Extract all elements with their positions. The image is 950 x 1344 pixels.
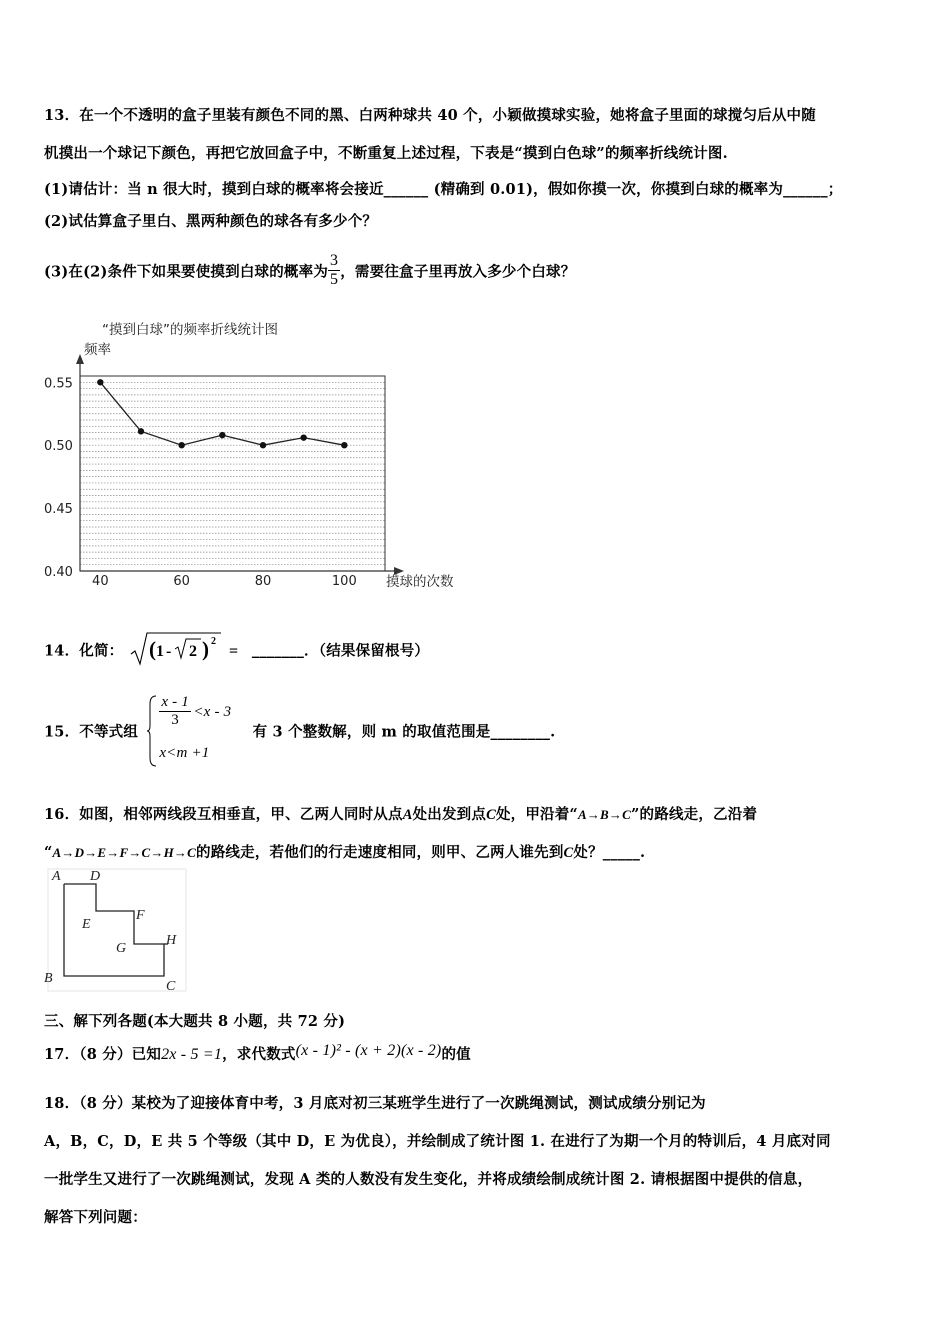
q18-line-1: 18．（8 分）某校为了迎接体育中考，3 月底对初三某班学生进行了一次跳绳测试，测试成绩分别记为 bbox=[44, 1095, 706, 1112]
q14-blank: _______ bbox=[251, 641, 305, 659]
chart-data-point bbox=[178, 442, 184, 448]
chart-y-axis-arrow bbox=[76, 354, 84, 364]
q13-part3-text-end: ，需要往盒子里再放入多少个白球？ bbox=[340, 263, 576, 281]
chart-data-point bbox=[97, 379, 103, 385]
ineq1-denominator: 3 bbox=[171, 712, 179, 729]
ineq1-numerator: x - 1 bbox=[159, 694, 191, 712]
ineq1-fraction bbox=[159, 694, 191, 730]
chart-data-point bbox=[219, 432, 225, 438]
chart-x-tick-label: 100 bbox=[331, 574, 357, 588]
point-c-ref-2: C bbox=[563, 845, 574, 861]
q16-text-1: 16．如图，相邻两线段互相垂直，甲、乙两人同时从点 bbox=[44, 806, 403, 823]
route-outline bbox=[64, 884, 164, 976]
q13-line-3: (1)请估计：当 n 很大时，摸到白球的概率将会接近______ (精确到 0.01)，假如你摸一次，你摸到白球的概率为______； bbox=[44, 181, 843, 198]
chart-x-tick-label: 60 bbox=[173, 574, 190, 588]
q18-line-4: 解答下列问题： bbox=[44, 1209, 147, 1226]
q16-text-4: ”的路线走，乙沿着 bbox=[631, 806, 758, 823]
chart-data-point bbox=[138, 428, 144, 434]
chart-y-tick-label: 0.50 bbox=[44, 439, 73, 455]
chart-grid bbox=[80, 382, 385, 564]
q17-condition: 2x - 5 =1 bbox=[161, 1046, 223, 1063]
ineq1-rest: <x - 3 bbox=[193, 704, 232, 720]
fraction-denominator: 5 bbox=[330, 271, 339, 289]
figure-label-d: D bbox=[90, 869, 101, 884]
figure-label-c: C bbox=[166, 979, 176, 994]
figure-label-a: A bbox=[52, 869, 61, 884]
q16-text-3: 处，甲沿着“ bbox=[495, 806, 578, 823]
chart-data-point bbox=[260, 442, 266, 448]
figure-label-f: F bbox=[136, 908, 145, 923]
q17-line bbox=[44, 1043, 471, 1064]
point-c-ref: C bbox=[486, 807, 496, 823]
chart-y-tick-label: 0.40 bbox=[44, 565, 73, 580]
q17-suffix: 的值 bbox=[441, 1046, 471, 1063]
chart-y-tick-label: 0.55 bbox=[44, 376, 73, 392]
expr-one: 1 bbox=[155, 643, 164, 660]
ineq2: x<m +1 bbox=[159, 745, 210, 761]
q16-quote: “ bbox=[44, 844, 53, 861]
chart-y-tick-label: 0.45 bbox=[44, 502, 73, 518]
expr-exponent: 2 bbox=[210, 636, 216, 647]
chart-x-tick-label: 40 bbox=[92, 574, 109, 588]
q16-line-2 bbox=[44, 841, 645, 862]
q17-prefix: 17．（8 分）已知 bbox=[44, 1046, 162, 1063]
q18-line-3: 一批学生又进行了一次跳绳测试，发现 A 类的人数没有发生变化，并将成绩绘制成统计图 2. 请根据图中提供的信息， bbox=[44, 1171, 813, 1188]
q13-line-4: (2)试估算盒子里白、黑两种颜色的球各有多少个？ bbox=[44, 213, 378, 230]
q15-prefix: 15．不等式组 bbox=[44, 723, 139, 741]
q18-line-2: A，B，C，D，E 共 5 个等级（其中 D，E 为优良），并绘制成了统计图 1. 在进行了为期一个月的特训后，4 月底对同 bbox=[44, 1133, 831, 1150]
q14-prefix: 14．化简： bbox=[44, 642, 124, 660]
expr-minus: - bbox=[165, 643, 172, 660]
chart-y-ticks bbox=[44, 376, 73, 580]
figure-label-g: G bbox=[116, 941, 127, 956]
system-brace bbox=[147, 694, 157, 768]
fraction-three-fifths bbox=[328, 252, 340, 290]
route-figure bbox=[40, 866, 190, 996]
svg-text:): ) bbox=[201, 637, 209, 661]
chart-x-ticks bbox=[92, 574, 357, 588]
frequency-line-chart bbox=[30, 318, 510, 588]
svg-text:(: ( bbox=[148, 637, 156, 661]
q13-line-1: 13．在一个不透明的盒子里装有颜色不同的黑、白两种球共 40 个，小颖做摸球实验，她将盒子里面的球搅匀后从中随 bbox=[44, 107, 816, 124]
q17-mid: ，求代数式 bbox=[222, 1046, 296, 1063]
q14-line bbox=[44, 630, 429, 670]
point-a-ref: A bbox=[402, 807, 413, 823]
sqrt-expression bbox=[129, 630, 247, 670]
chart-y-axis-label: 频率 bbox=[84, 342, 111, 358]
q16-line-1 bbox=[44, 803, 757, 824]
path-jia: A→B→C bbox=[577, 807, 631, 822]
chart-data-point bbox=[300, 434, 306, 440]
chart-x-tick-label: 80 bbox=[254, 574, 272, 588]
q16-text-2: 处出发到点 bbox=[412, 806, 487, 823]
q17-expression: (x - 1)² - (x + 2)(x - 2) bbox=[295, 1042, 442, 1059]
figure-label-b: B bbox=[44, 971, 53, 986]
q15-suffix: 有 3 个整数解，则 m 的取值范围是________. bbox=[252, 723, 556, 741]
figure-label-e: E bbox=[82, 917, 91, 932]
q13-line-2: 机摸出一个球记下颜色，再把它放回盒子中，不断重复上述过程，下表是“摸到白色球”的频率折线统计图. bbox=[44, 145, 728, 162]
chart-plot-frame bbox=[80, 376, 385, 571]
section-3-heading: 三、解下列各题(本大题共 8 小题，共 72 分) bbox=[44, 1013, 346, 1030]
chart-data-point bbox=[341, 442, 347, 448]
expr-equals: = bbox=[228, 643, 238, 660]
q13-part3-text: (3)在(2)条件下如果要使摸到白球的概率为 bbox=[44, 263, 329, 281]
chart-title: “摸到白球”的频率折线统计图 bbox=[102, 322, 278, 338]
q14-suffix: ．（结果保留根号） bbox=[304, 642, 430, 660]
path-yi: A→D→E→F→C→H→C bbox=[52, 845, 197, 860]
fraction-numerator: 3 bbox=[328, 252, 340, 271]
chart-x-axis-label: 摸球的次数 bbox=[386, 574, 454, 588]
q13-line-5 bbox=[44, 252, 575, 290]
inequality-system bbox=[147, 694, 247, 768]
expr-radicand: 2 bbox=[188, 643, 197, 660]
q16-text-6: 处？_____. bbox=[573, 844, 646, 861]
q16-text-5: 的路线走，若他们的行走速度相同，则甲、乙两人谁先到 bbox=[196, 844, 564, 861]
figure-label-h: H bbox=[166, 933, 177, 948]
q15-line bbox=[44, 694, 555, 768]
